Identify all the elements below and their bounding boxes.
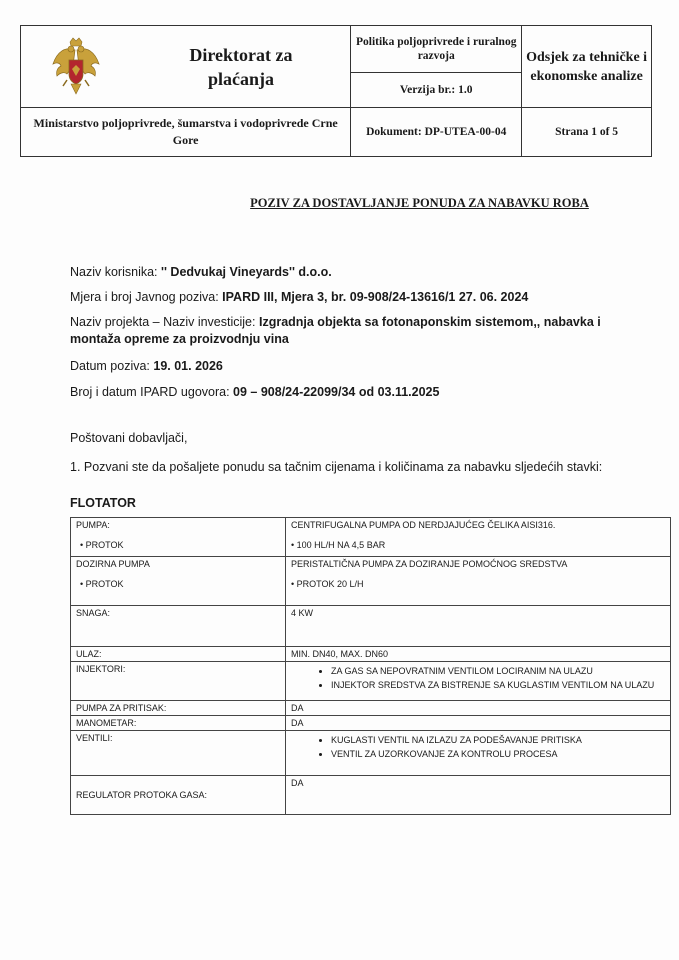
spec-value: MIN. DN40, MAX. DN60 [286,647,671,662]
list-item: • VENTIL ZA UZORKOVANJE ZA KONTROLU PROCESA [331,747,665,761]
contract-line [70,384,650,401]
table-row [71,606,671,647]
spec-value: DA [286,716,671,731]
spec-value: DA [286,776,671,815]
list-item: • INJEKTOR SREDSTVA ZA BISTRENJE SA KUGLASTIM VENTILOM NA ULAZU [331,678,665,692]
spec-label-cell [71,557,286,606]
document-header [20,25,652,157]
spec-value: DA [286,701,671,716]
document-code-cell: Dokument: DP-UTEA-00-04 [351,108,522,157]
date-line [70,358,650,375]
table-row [71,716,671,731]
coat-of-arms-icon [51,36,101,98]
spec-value-cell [286,518,671,557]
project-label: Naziv projekta – Naziv investicije: [70,315,259,329]
date-value: 19. 01. 2026 [153,359,223,373]
list-item: • KUGLASTI VENTIL NA IZLAZU ZA PODEŠAVANJE PRITISKA [331,733,665,747]
call-line [70,289,650,306]
table-row [71,647,671,662]
list-item: • ZA GAS SA NEPOVRATNIM VENTILOM LOCIRANIM NA ULAZU [331,664,665,678]
spec-value: CENTRIFUGALNA PUMPA OD NERDJAJUĆEG ČELIKA AISI316. [291,520,556,530]
section-title: FLOTATOR [70,496,136,510]
spec-sub-value: • 100 HL/H NA 4,5 BAR [291,540,386,550]
spec-label: INJEKTORI: [71,662,286,701]
user-value: '' Dedvukaj Vineyards'' d.o.o. [161,265,332,279]
directorate-line-1: Direktorat za [189,44,293,65]
page-number-cell: Strana 1 of 5 [522,108,652,157]
department-cell: Odsjek za tehničke i ekonomske analize [522,26,652,108]
spec-label: ULAZ: [71,647,286,662]
table-row [71,701,671,716]
document-title: POZIV ZA DOSTAVLJANJE PONUDA ZA NABAVKU ROBA [250,196,589,210]
user-label: Naziv korisnika: [70,265,161,279]
table-row [71,518,671,557]
spec-sub-label: • PROTOK [80,579,124,589]
directorate-line-2: plaćanja [207,68,274,89]
item-1: 1. Pozvani ste da pošaljete ponudu sa tačnim cijenama i količinama za nabavku sljedećih stavki: [70,460,603,474]
call-value: IPARD III, Mjera 3, br. 09-908/24-13616/1 27. 06. 2024 [222,290,529,304]
coat-of-arms-cell [21,26,132,108]
spec-label: MANOMETAR: [71,716,286,731]
spec-value: 4 KW [286,606,671,647]
project-line [70,314,650,348]
injector-list [291,664,665,692]
spec-table [70,517,671,815]
version-cell: Verzija br.: 1.0 [351,73,522,108]
spec-value-cell [286,731,671,776]
spec-label: VENTILI: [71,731,286,776]
policy-cell: Politika poljoprivrede i ruralnog razvoja [351,26,522,73]
spec-sub-value: • PROTOK 20 L/H [291,579,364,589]
project-value: Izgradnja objekta sa fotonaponskim sistemom,, nabavka i montaža opreme za proizvodnju vina [70,315,601,346]
spec-label-cell [71,518,286,557]
contract-value: 09 – 908/24-22099/34 od 03.11.2025 [233,385,440,399]
spec-value: PERISTALTIČNA PUMPA ZA DOZIRANJE POMOĆNOG SREDSTVA [291,559,568,569]
ministry-cell: Ministarstvo poljoprivrede, šumarstva i vodoprivrede Crne Gore [21,108,351,157]
spec-label: PUMPA: [76,520,110,530]
spec-label: PUMPA ZA PRITISAK: [71,701,286,716]
spec-label: DOZIRNA PUMPA [76,559,150,569]
valve-list [291,733,665,761]
spec-label: REGULATOR PROTOKA GASA: [71,776,286,815]
user-line [70,264,650,281]
table-row [71,776,671,815]
directorate-title [132,26,351,108]
spec-label: SNAGA: [71,606,286,647]
call-label: Mjera i broj Javnog poziva: [70,290,223,304]
table-row [71,731,671,776]
spec-value-cell [286,557,671,606]
spec-sub-label: • PROTOK [80,540,124,550]
table-row [71,557,671,606]
spec-value-cell [286,662,671,701]
document-title-wrap [0,196,679,211]
date-label: Datum poziva: [70,359,154,373]
contract-label: Broj i datum IPARD ugovora: [70,385,234,399]
greeting: Poštovani dobavljači, [70,431,188,445]
table-row [71,662,671,701]
